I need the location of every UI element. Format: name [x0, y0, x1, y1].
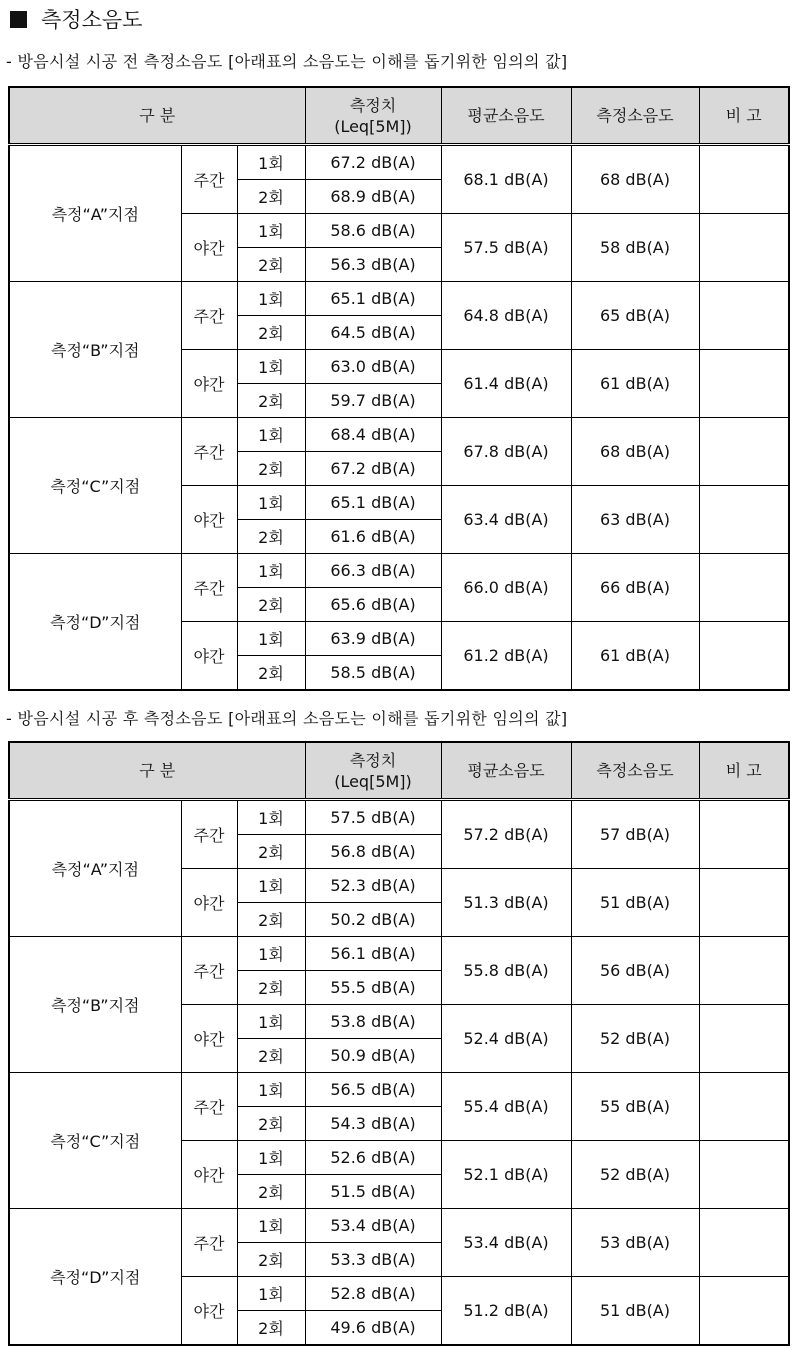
round-cell: 1회	[237, 145, 305, 180]
round-cell: 2회	[237, 1039, 305, 1073]
average-cell: 51.3 dB(A)	[441, 869, 571, 937]
measured-noise-cell: 55 dB(A)	[571, 1073, 699, 1141]
round-cell: 1회	[237, 214, 305, 248]
measured-value-cell: 67.2 dB(A)	[305, 452, 441, 486]
measured-value-cell: 52.8 dB(A)	[305, 1277, 441, 1311]
round-cell: 1회	[237, 350, 305, 384]
header-category: 구 분	[9, 87, 305, 145]
header-measured-value	[305, 87, 441, 145]
remarks-cell	[699, 486, 789, 554]
round-cell: 1회	[237, 937, 305, 971]
point-label-cell: 측정“C”지점	[9, 418, 181, 554]
average-cell: 61.4 dB(A)	[441, 350, 571, 418]
round-cell: 2회	[237, 1311, 305, 1346]
round-cell: 1회	[237, 554, 305, 588]
measured-value-cell: 59.7 dB(A)	[305, 384, 441, 418]
measured-noise-cell: 58 dB(A)	[571, 214, 699, 282]
point-label-cell: 측정“C”지점	[9, 1073, 181, 1209]
remarks-cell	[699, 1005, 789, 1073]
measured-noise-cell: 61 dB(A)	[571, 350, 699, 418]
remarks-cell	[699, 418, 789, 486]
round-cell: 2회	[237, 452, 305, 486]
table-row	[9, 282, 789, 316]
measured-value-cell: 50.2 dB(A)	[305, 903, 441, 937]
measured-value-cell: 52.3 dB(A)	[305, 869, 441, 903]
round-cell: 2회	[237, 180, 305, 214]
round-cell: 2회	[237, 248, 305, 282]
measured-noise-cell: 63 dB(A)	[571, 486, 699, 554]
header-remarks: 비 고	[699, 87, 789, 145]
round-cell: 1회	[237, 800, 305, 835]
measured-noise-cell: 56 dB(A)	[571, 937, 699, 1005]
period-label-cell: 야간	[181, 1005, 237, 1073]
table-after-subtitle: - 방음시설 시공 후 측정소음도 [아래표의 소음도는 이해를 돕기위한 임의의 값]	[6, 709, 568, 728]
measured-noise-cell: 51 dB(A)	[571, 1277, 699, 1346]
round-cell: 1회	[237, 622, 305, 656]
period-label-cell: 주간	[181, 282, 237, 350]
period-label-cell: 주간	[181, 418, 237, 486]
round-cell: 2회	[237, 903, 305, 937]
measured-value-cell: 63.0 dB(A)	[305, 350, 441, 384]
header-measured-noise: 측정소음도	[571, 87, 699, 145]
measured-value-cell: 68.9 dB(A)	[305, 180, 441, 214]
period-label-cell: 야간	[181, 1141, 237, 1209]
measured-value-cell: 63.9 dB(A)	[305, 622, 441, 656]
round-cell: 1회	[237, 1073, 305, 1107]
point-label-cell: 측정“D”지점	[9, 554, 181, 691]
header-measured-noise: 측정소음도	[571, 742, 699, 800]
measured-value-cell: 56.8 dB(A)	[305, 835, 441, 869]
table-before-subtitle: - 방음시설 시공 전 측정소음도 [아래표의 소음도는 이해를 돕기위한 임의의 값]	[6, 52, 568, 71]
measured-noise-cell: 52 dB(A)	[571, 1005, 699, 1073]
average-cell: 68.1 dB(A)	[441, 145, 571, 214]
measured-noise-cell: 61 dB(A)	[571, 622, 699, 691]
measured-value-cell: 65.1 dB(A)	[305, 486, 441, 520]
remarks-cell	[699, 282, 789, 350]
measured-value-cell: 54.3 dB(A)	[305, 1107, 441, 1141]
measured-value-cell: 53.4 dB(A)	[305, 1209, 441, 1243]
measured-value-cell: 57.5 dB(A)	[305, 800, 441, 835]
round-cell: 2회	[237, 1175, 305, 1209]
measured-value-cell: 50.9 dB(A)	[305, 1039, 441, 1073]
measured-value-cell: 49.6 dB(A)	[305, 1311, 441, 1346]
header-category: 구 분	[9, 742, 305, 800]
remarks-cell	[699, 145, 789, 214]
table-row	[9, 1073, 789, 1107]
header-average: 평균소음도	[441, 87, 571, 145]
average-cell: 55.8 dB(A)	[441, 937, 571, 1005]
table-row	[9, 554, 789, 588]
measured-value-cell: 58.5 dB(A)	[305, 656, 441, 691]
remarks-cell	[699, 350, 789, 418]
round-cell: 1회	[237, 1005, 305, 1039]
measured-value-cell: 64.5 dB(A)	[305, 316, 441, 350]
measured-value-cell: 53.3 dB(A)	[305, 1243, 441, 1277]
remarks-cell	[699, 1073, 789, 1141]
period-label-cell: 야간	[181, 1277, 237, 1346]
round-cell: 1회	[237, 486, 305, 520]
remarks-cell	[699, 937, 789, 1005]
remarks-cell	[699, 800, 789, 869]
measured-value-cell: 56.5 dB(A)	[305, 1073, 441, 1107]
average-cell: 64.8 dB(A)	[441, 282, 571, 350]
measured-value-cell: 51.5 dB(A)	[305, 1175, 441, 1209]
header-measured-line2: (Leq[5M])	[334, 771, 412, 791]
remarks-cell	[699, 1209, 789, 1277]
round-cell: 2회	[237, 1107, 305, 1141]
measured-value-cell: 58.6 dB(A)	[305, 214, 441, 248]
period-label-cell: 야간	[181, 486, 237, 554]
round-cell: 1회	[237, 1209, 305, 1243]
average-cell: 52.1 dB(A)	[441, 1141, 571, 1209]
average-cell: 66.0 dB(A)	[441, 554, 571, 622]
header-measured-line1: 측정치	[349, 95, 397, 115]
round-cell: 2회	[237, 588, 305, 622]
noise-table-before	[8, 86, 790, 691]
measured-value-cell: 66.3 dB(A)	[305, 554, 441, 588]
average-cell: 57.5 dB(A)	[441, 214, 571, 282]
table-header-row	[9, 87, 789, 145]
measured-noise-cell: 65 dB(A)	[571, 282, 699, 350]
period-label-cell: 야간	[181, 622, 237, 691]
measured-value-cell: 67.2 dB(A)	[305, 145, 441, 180]
measured-value-cell: 56.3 dB(A)	[305, 248, 441, 282]
measured-value-cell: 53.8 dB(A)	[305, 1005, 441, 1039]
average-cell: 55.4 dB(A)	[441, 1073, 571, 1141]
measured-value-cell: 65.1 dB(A)	[305, 282, 441, 316]
period-label-cell: 야간	[181, 350, 237, 418]
period-label-cell: 주간	[181, 145, 237, 214]
measured-value-cell: 61.6 dB(A)	[305, 520, 441, 554]
point-label-cell: 측정“A”지점	[9, 145, 181, 282]
period-label-cell: 주간	[181, 1073, 237, 1141]
round-cell: 1회	[237, 869, 305, 903]
measured-noise-cell: 68 dB(A)	[571, 145, 699, 214]
average-cell: 57.2 dB(A)	[441, 800, 571, 869]
average-cell: 67.8 dB(A)	[441, 418, 571, 486]
point-label-cell: 측정“B”지점	[9, 937, 181, 1073]
measured-noise-cell: 66 dB(A)	[571, 554, 699, 622]
period-label-cell: 주간	[181, 937, 237, 1005]
round-cell: 2회	[237, 971, 305, 1005]
header-measured-line2: (Leq[5M])	[334, 116, 412, 136]
round-cell: 1회	[237, 418, 305, 452]
table-row	[9, 418, 789, 452]
point-label-cell: 측정“B”지점	[9, 282, 181, 418]
period-label-cell: 주간	[181, 1209, 237, 1277]
round-cell: 2회	[237, 384, 305, 418]
remarks-cell	[699, 869, 789, 937]
table-header-row	[9, 742, 789, 800]
round-cell: 2회	[237, 316, 305, 350]
period-label-cell: 야간	[181, 869, 237, 937]
table-row	[9, 800, 789, 835]
round-cell: 1회	[237, 1141, 305, 1175]
remarks-cell	[699, 214, 789, 282]
remarks-cell	[699, 1277, 789, 1346]
measured-noise-cell: 52 dB(A)	[571, 1141, 699, 1209]
point-label-cell: 측정“D”지점	[9, 1209, 181, 1346]
round-cell: 1회	[237, 282, 305, 316]
average-cell: 61.2 dB(A)	[441, 622, 571, 691]
point-label-cell: 측정“A”지점	[9, 800, 181, 937]
remarks-cell	[699, 1141, 789, 1209]
measured-noise-cell: 57 dB(A)	[571, 800, 699, 869]
table-row	[9, 937, 789, 971]
measured-noise-cell: 53 dB(A)	[571, 1209, 699, 1277]
round-cell: 1회	[237, 1277, 305, 1311]
round-cell: 2회	[237, 656, 305, 691]
page-title	[10, 4, 142, 34]
round-cell: 2회	[237, 520, 305, 554]
measured-noise-cell: 68 dB(A)	[571, 418, 699, 486]
measured-value-cell: 56.1 dB(A)	[305, 937, 441, 971]
black-square-icon	[10, 11, 27, 28]
average-cell: 63.4 dB(A)	[441, 486, 571, 554]
header-average: 평균소음도	[441, 742, 571, 800]
table-row	[9, 1209, 789, 1243]
header-measured-value	[305, 742, 441, 800]
measured-value-cell: 55.5 dB(A)	[305, 971, 441, 1005]
average-cell: 52.4 dB(A)	[441, 1005, 571, 1073]
page-title-text: 측정소음도	[41, 8, 143, 32]
average-cell: 51.2 dB(A)	[441, 1277, 571, 1346]
period-label-cell: 주간	[181, 800, 237, 869]
header-remarks: 비 고	[699, 742, 789, 800]
period-label-cell: 주간	[181, 554, 237, 622]
table-row	[9, 145, 789, 180]
average-cell: 53.4 dB(A)	[441, 1209, 571, 1277]
remarks-cell	[699, 622, 789, 691]
header-measured-line1: 측정치	[349, 750, 397, 770]
noise-table-after	[8, 741, 790, 1346]
period-label-cell: 야간	[181, 214, 237, 282]
measured-noise-cell: 51 dB(A)	[571, 869, 699, 937]
round-cell: 2회	[237, 1243, 305, 1277]
remarks-cell	[699, 554, 789, 622]
round-cell: 2회	[237, 835, 305, 869]
measured-value-cell: 52.6 dB(A)	[305, 1141, 441, 1175]
measured-value-cell: 65.6 dB(A)	[305, 588, 441, 622]
measured-value-cell: 68.4 dB(A)	[305, 418, 441, 452]
